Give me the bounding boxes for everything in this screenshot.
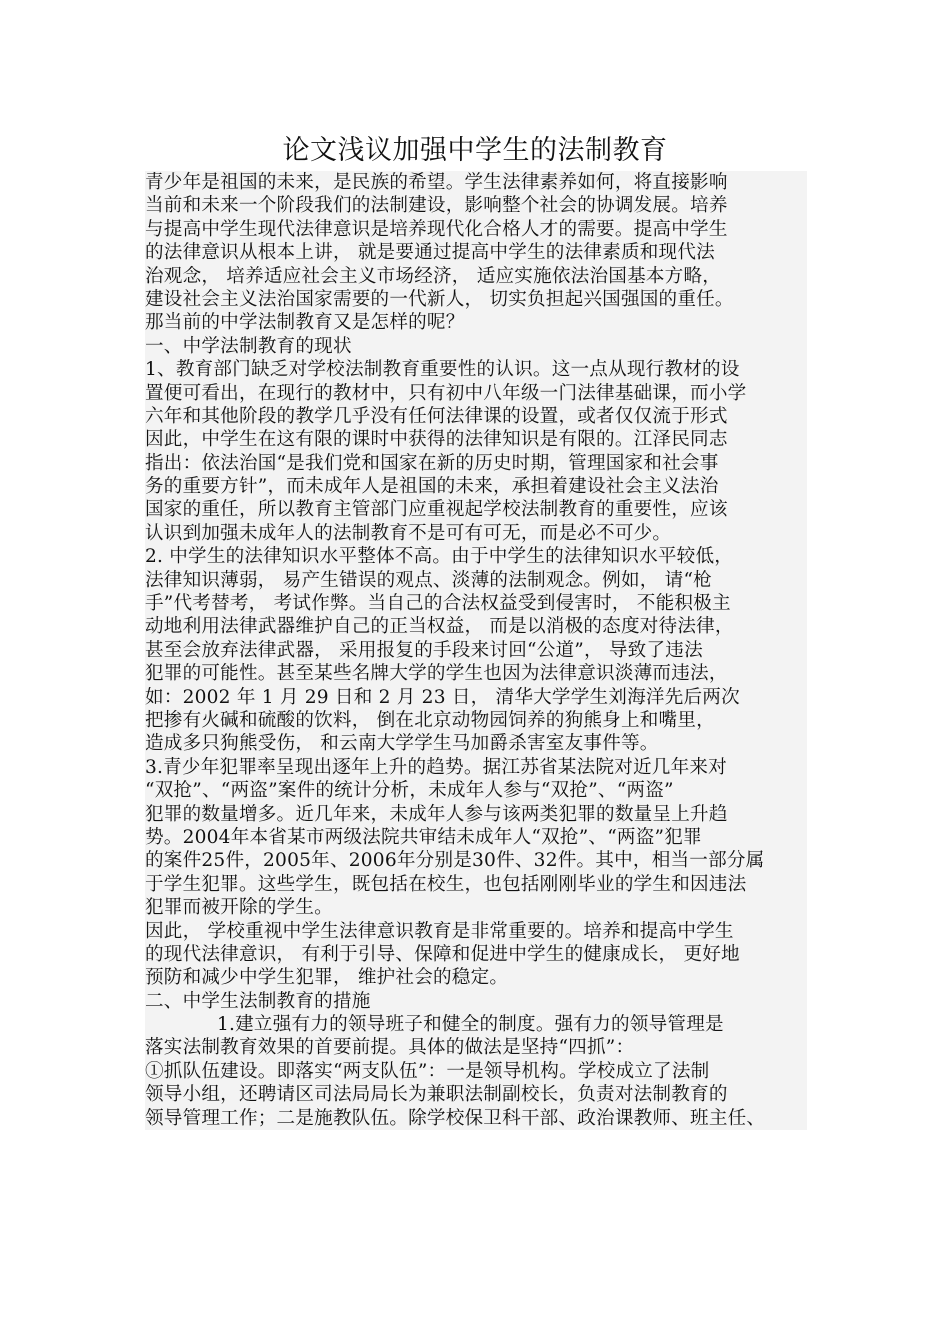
body-line: 建设社会主义法治国家需要的一代新人， 切实负担起兴国强国的重任。 <box>145 288 734 310</box>
body-line: 势。2004年本省某市两级法院共审结未成年人“双抢”、“两盗”犯罪 <box>145 826 702 848</box>
body-line: 法律知识薄弱， 易产生错误的观点、淡薄的法制观念。例如， 请“枪 <box>145 569 712 591</box>
body-line: 因此， 学校重视中学生法律意识教育是非常重要的。培养和提高中学生 <box>145 920 734 942</box>
body-line: 的案件25件，2005年、2006年分别是30件、32件。其中，相当一部分属 <box>145 850 765 872</box>
body-line: 动地利用法律武器维护自己的正当权益， 而是以消极的态度对待法律， <box>145 616 734 638</box>
body-line: 因此，中学生在这有限的课时中获得的法律知识是有限的。江泽民同志 <box>145 429 728 451</box>
body-line: 1、教育部门缺乏对学校法制教育重要性的认识。这一点从现行教材的设 <box>145 359 740 381</box>
body-line: 的现代法律意识， 有利于引导、保障和促进中学生的健康成长， 更好地 <box>145 943 740 965</box>
body-line: 那当前的中学法制教育又是怎样的呢？ <box>145 312 465 334</box>
body-line: 2. 中学生的法律知识水平整体不高。由于中学生的法律知识水平较低， <box>145 546 734 568</box>
document-title: 论文浅议加强中学生的法制教育 <box>282 135 668 166</box>
body-line: 犯罪而被开除的学生。 <box>145 897 333 919</box>
section-heading: 二、中学生法制教育的措施 <box>145 990 371 1012</box>
body-line: 的法律意识从根本上讲， 就是要通过提高中学生的法律素质和现代法 <box>145 242 715 264</box>
body-line: 国家的重任，所以教育主管部门应重视起学校法制教育的重要性，应该 <box>145 499 728 521</box>
body-line: 青少年是祖国的未来，是民族的希望。学生法律素养如何，将直接影响 <box>145 172 728 193</box>
body-line: 于学生犯罪。这些学生，既包括在校生，也包括刚刚毕业的学生和因违法 <box>145 873 747 895</box>
body-line: 落实法制教育效果的首要前提。具体的做法是坚持“四抓”： <box>145 1037 635 1059</box>
body-line: 认识到加强未成年人的法制教育不是可有可无，而是必不可少。 <box>145 522 672 544</box>
body-line: 3.青少年犯罪率呈现出逐年上升的趋势。据江苏省某法院对近几年来对 <box>145 756 727 778</box>
body-line: 当前和未来一个阶段我们的法制建设，影响整个社会的协调发展。培养 <box>145 195 728 217</box>
body-line: 预防和减少中学生犯罪， 维护社会的稳定。 <box>145 967 509 989</box>
body-line: 领导小组，还聘请区司法局局长为兼职法制副校长，负责对法制教育的 <box>145 1084 728 1106</box>
body-line: 把掺有火碱和硫酸的饮料， 倒在北京动物园饲养的狗熊身上和嘴里， <box>145 709 715 731</box>
body-line: 务的重要方针”，而未成年人是祖国的未来，承担着建设社会主义法治 <box>145 476 719 498</box>
body-line: 置便可看出，在现行的教材中，只有初中八年级一门法律基础课，而小学 <box>145 382 747 404</box>
body-line: 手”代考替考， 考试作弊。当自己的合法权益受到侵害时， 不能积极主 <box>145 593 731 615</box>
body-line: “双抢”、“两盗”案件的统计分析，未成年人参与“双抢”、“两盗” <box>145 780 674 802</box>
body-line: 领导管理工作；二是施教队伍。除学校保卫科干部、政治课教师、班主任、 <box>145 1107 766 1129</box>
body-line: 与提高中学生现代法律意识是培养现代化合格人才的需要。提高中学生 <box>145 218 728 240</box>
body-line: 1.建立强有力的领导班子和健全的制度。强有力的领导管理是 <box>217 1014 724 1036</box>
body-line: 指出：依法治国“是我们党和国家在新的历史时期，管理国家和社会事 <box>145 452 719 474</box>
section-heading: 一、中学法制教育的现状 <box>145 335 352 357</box>
body-line: 造成多只狗熊受伤， 和云南大学学生马加爵杀害室友事件等。 <box>145 733 659 755</box>
body-line: 六年和其他阶段的教学几乎没有任何法律课的设置，或者仅仅流于形式 <box>145 405 728 427</box>
body-line: ①抓队伍建设。即落实“两支队伍”：一是领导机构。学校成立了法制 <box>145 1060 710 1082</box>
body-line: 治观念， 培养适应社会主义市场经济， 适应实施依法治国基本方略， <box>145 265 722 287</box>
body-line: 犯罪的数量增多。近几年来，未成年人参与该两类犯罪的数量呈上升趋 <box>145 803 728 825</box>
body-line: 如：2002 年 1 月 29 日和 2 月 23 日， 清华大学学生刘海洋先后两次 <box>145 686 740 708</box>
body-line: 甚至会放弃法律武器， 采用报复的手段来讨回“公道”， 导致了违法 <box>145 639 703 661</box>
body-line: 犯罪的可能性。甚至某些名牌大学的学生也因为法律意识淡薄而违法， <box>145 663 728 685</box>
document-body <box>145 171 807 1130</box>
